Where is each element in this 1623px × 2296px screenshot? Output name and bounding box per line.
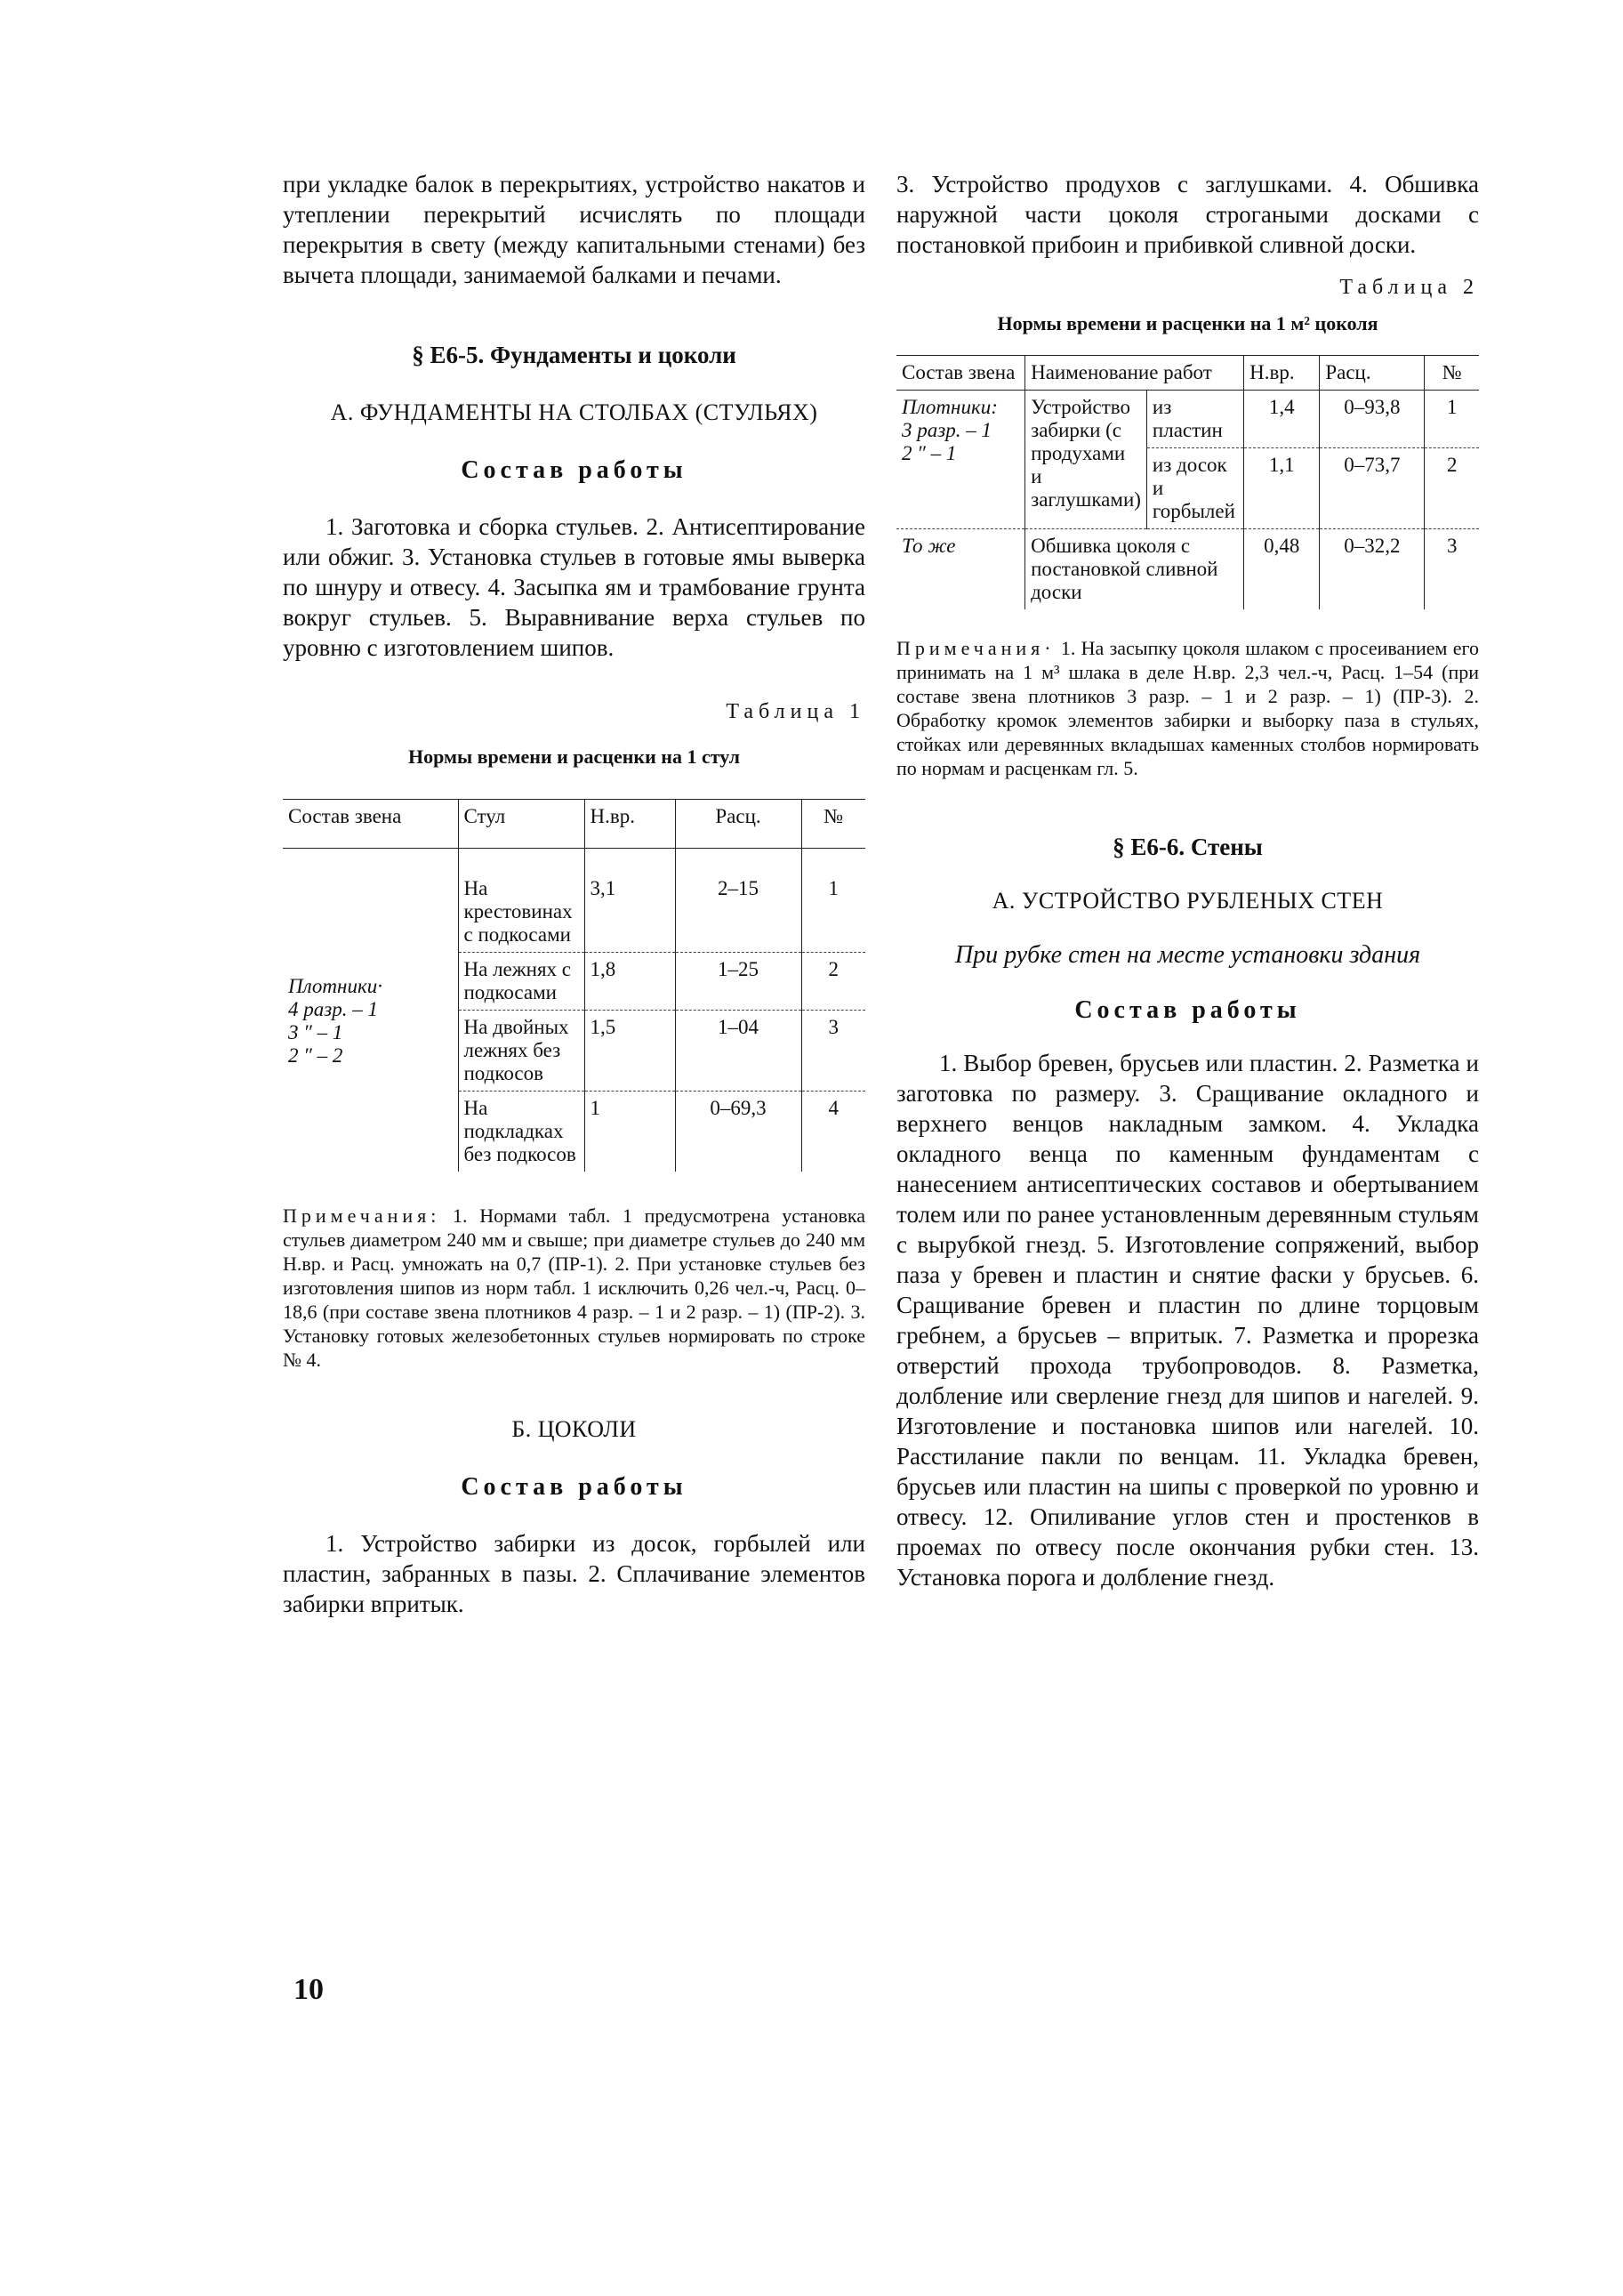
table-1-header-item: Стул: [458, 800, 584, 849]
table-2-header-norm: Н.вр.: [1244, 356, 1320, 391]
item-number: 1: [801, 872, 865, 953]
item-norm: 1,5: [584, 1010, 675, 1091]
table-1-title: Нормы времени и расценки на 1 стул: [407, 745, 741, 768]
crew-title: Плотники·: [288, 975, 382, 997]
work-composition-text: 1. Заготовка и сборка стульев. 2. Антисептирование или обжиг. 3. Установка стульев в готовые ямы выверка по шнуру и отвесу. 4. Засыпка ям и трамбование грунта вокруг стульев. 5. Выравнивание верха стульев по уровню с изготовлением шипов.: [283, 513, 865, 661]
item-rate: 1–25: [675, 952, 801, 1010]
table-2: [896, 355, 1479, 609]
note-label: Примечания:: [283, 1204, 441, 1227]
right-column: [896, 169, 1479, 1592]
work-composition-text: 1. Устройство забирки из досок, горбылей или пластин, забранных в пазы. 2. Сплачивание элементов забирки впритык.: [283, 1529, 865, 1617]
table-1-header-rate: Расц.: [675, 800, 801, 849]
table-2-crew-cell: [896, 391, 1025, 529]
table-row: [896, 391, 1479, 448]
note-label: Примечания·: [896, 637, 1056, 659]
table-1-crew-cell: [283, 872, 458, 1172]
item-number: 4: [801, 1091, 865, 1172]
table-1-label: Таблица 1: [726, 700, 865, 723]
item-name: На лежнях с подкосами: [458, 952, 584, 1010]
crew-line: 2 ″ – 2: [288, 1044, 343, 1067]
crew-same: То же: [902, 535, 956, 557]
item-rate: 0–32,2: [1320, 529, 1425, 610]
subsection-heading-a: А. УСТРОЙСТВО РУБЛЕНЫХ СТЕН: [992, 888, 1384, 914]
item-norm: 1,4: [1244, 391, 1320, 448]
item-rate: 2–15: [675, 872, 801, 953]
table-2-title: Нормы времени и расценки на 1 м² цоколя: [997, 312, 1378, 334]
table-2-header-number: №: [1425, 356, 1479, 391]
table-row: [283, 872, 865, 953]
item-number: 2: [1425, 448, 1479, 529]
crew-title: Плотники:: [902, 396, 998, 418]
note-text: 1. На засыпку цоколя шлаком с просеиванием его принимать на 1 м³ шлака в деле Н.вр. 2,3 чел.-ч, Расц. 1–54 (при составе звена плотников 3 разр. – 1 и 2 разр. – 1) (ПР-3). 2. Обработку кромок элементов забирки и выборку паза в стульях, стойках или деревянных вкладышах каменных столбов нормировать по нормам и расценкам гл. 5.: [896, 637, 1479, 779]
intro-paragraph: при укладке балок в перекрытиях, устройство накатов и утеплении перекрытий исчислять по площади перекрытия в свету (между капитальными стенами) без вычета площади, занимаемой балками и печами.: [283, 171, 865, 288]
note-text: 1. Нормами табл. 1 предусмотрена установка стульев диаметром 240 мм и свыше; при диаметре стульев до 240 мм Н.вр. и Расц. умножать на 0,7 (ПР-1). 2. При установке стульев без изготовления шипов из норм табл. 1 исключить 0,26 чел.-ч, Расц. 0–18,6 (при составе звена плотников 4 разр. – 1 и 2 разр. – 1) (ПР-2). 3. Установку готовых железобетонных стульев нормировать по строке № 4.: [283, 1204, 865, 1371]
crew-line: 3 разр. – 1: [902, 419, 992, 441]
work-composition-heading: Состав работы: [461, 1472, 687, 1501]
work-material: из досок и горбылей: [1146, 448, 1243, 529]
crew-line: 3 ″ – 1: [288, 1021, 343, 1043]
table-1-header-number: №: [801, 800, 865, 849]
table-1-header-crew: Состав звена: [288, 805, 402, 827]
work-material: из пластин: [1146, 391, 1243, 448]
item-number: 2: [801, 952, 865, 1010]
section-heading-e6-6: § Е6-6. Стены: [1113, 834, 1263, 860]
work-group-name: Устройство забирки (с продухами и заглушками): [1025, 391, 1147, 529]
work-composition-heading: Состав работы: [1074, 996, 1301, 1024]
item-rate: 1–04: [675, 1010, 801, 1091]
item-name: На крестовинах с подкосами: [458, 872, 584, 953]
work-name: Обшивка цоколя с постановкой сливной доски: [1025, 529, 1244, 610]
table-row: [896, 529, 1479, 610]
subsection-heading-b: Б. ЦОКОЛИ: [511, 1415, 637, 1442]
work-composition-text: 1. Выбор бревен, брусьев или пластин. 2. Разметка и заготовка по размеру. 3. Сращивание окладного и верхнего венцов накладным замком. 4. Укладка окладного венца по каменным фундаментам с нанесением антисептических составов и обертыванием толем или по ранее установленным деревянным стульям с вырубкой гнезд. 5. Изготовление сопряжений, выбор паза у бревен и пластин и снятие фаски у брусьев. 6. Сращивание бревен и пластин по длине торцовым гребнем, а брусьев – впритык. 7. Разметка и прорезка отверстий прохода трубопроводов. 8. Разметка, долбление или сверление гнезд для шипов и нагелей. 9. Изготовление и постановка шипов или нагелей. 10. Расстилание пакли по венцам. 11. Укладка бревен, брусьев или пластин на шипы с проверкой по уровню и отвесу. 12. Опиливание углов стен и простенков в проемах по отвесу после окончания рубки стен. 13. Установка порога и долбление гнезд.: [896, 1050, 1479, 1591]
crew-line: 4 разр. – 1: [288, 998, 378, 1020]
item-norm: 1: [584, 1091, 675, 1172]
work-composition-heading: Состав работы: [461, 456, 687, 484]
table-1: [283, 799, 865, 1172]
item-norm: 1,1: [1244, 448, 1320, 529]
table-2-header-rate: Расц.: [1320, 356, 1425, 391]
section-heading-e6-5: § Е6-5. Фундаменты и цоколи: [412, 342, 736, 368]
item-name: На двойных лежнях без подкосов: [458, 1010, 584, 1091]
item-rate: 0–69,3: [675, 1091, 801, 1172]
subsection-heading-a: А. ФУНДАМЕНТЫ НА СТОЛБАХ (СТУЛЬЯХ): [330, 399, 818, 425]
item-norm: 1,8: [584, 952, 675, 1010]
item-norm: 0,48: [1244, 529, 1320, 610]
table-2-label: Таблица 2: [1339, 276, 1479, 299]
item-norm: 3,1: [584, 872, 675, 953]
item-number: 1: [1425, 391, 1479, 448]
item-number: 3: [801, 1010, 865, 1091]
table-2-header-crew: Состав звена: [902, 361, 1016, 383]
crew-line: 2 ″ – 1: [902, 442, 957, 464]
page-number: 10: [293, 1973, 324, 2006]
table-2-notes: [896, 636, 1479, 780]
table-1-header-norm: Н.вр.: [584, 800, 675, 849]
item-name: На подкладках без подкосов: [458, 1091, 584, 1172]
table-1-notes: [283, 1204, 865, 1372]
continued-paragraph: 3. Устройство продухов с заглушками. 4. Обшивка наружной части цоколя строгаными досками с постановкой прибоин и прибивкой сливной доски.: [896, 171, 1479, 258]
item-rate: 0–73,7: [1320, 448, 1425, 529]
item-rate: 0–93,8: [1320, 391, 1425, 448]
table-2-header-work: Наименование работ: [1025, 356, 1244, 391]
item-number: 3: [1425, 529, 1479, 610]
left-column: [283, 169, 865, 1619]
italic-subheading: При рубке стен на месте установки здания: [954, 941, 1421, 969]
